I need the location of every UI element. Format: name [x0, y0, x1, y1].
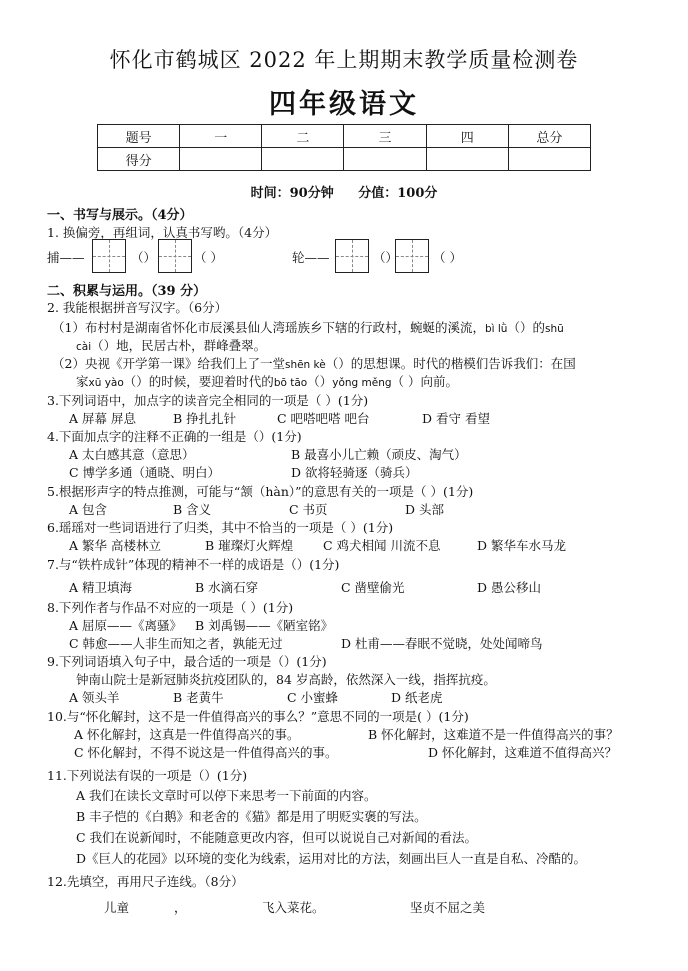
table-cell: 三 — [344, 125, 426, 148]
score-table — [97, 124, 591, 171]
option[interactable]: D 看守 看望 — [422, 411, 490, 426]
writing-box[interactable] — [92, 239, 126, 273]
exam-title: 怀化市鹤城区 2022 年上期期末教学质量检测卷 — [109, 48, 579, 72]
option[interactable]: A 精卫填海 — [69, 580, 133, 595]
option[interactable]: A 屈原——《离骚》 — [69, 618, 183, 633]
exam-score: 分值：100分 — [358, 186, 438, 201]
option[interactable]: D 繁华车水马龙 — [477, 538, 566, 553]
score-input-cell[interactable] — [344, 148, 426, 171]
score-input-cell[interactable] — [508, 148, 590, 171]
blank[interactable]: （） — [373, 250, 399, 265]
option[interactable]: B 刘禹锡——《陋室铭》 — [195, 618, 334, 633]
score-input-cell[interactable] — [262, 148, 344, 171]
question-7: 7.与“铁杵成针”体现的精神不一样的成语是（）(1分) — [47, 557, 340, 572]
writing-box[interactable] — [335, 239, 369, 273]
options-3 — [69, 409, 490, 427]
pinyin: shū — [544, 323, 564, 335]
writing-box[interactable] — [158, 239, 192, 273]
score-input-cell[interactable] — [180, 148, 262, 171]
options-6 — [69, 536, 566, 554]
option[interactable]: D 愚公移山 — [477, 580, 541, 595]
option[interactable]: B 怀化解封，这难道不是一件值得高兴的事？ — [368, 727, 619, 742]
table-cell: 一 — [180, 125, 262, 148]
question-3: 3.下列词语中，加点字的读音完全相同的一项是（ ）(1分) — [47, 393, 369, 408]
option[interactable]: B 含义 — [173, 502, 212, 517]
table-cell: 得分 — [98, 148, 180, 171]
option[interactable]: D 欲将轻骑逐（骑兵） — [291, 465, 418, 480]
section-heading: 二、积累与运用。（39 分） — [47, 284, 207, 299]
exam-time: 时间：90分钟 — [250, 186, 334, 201]
match-item[interactable]: 坚贞不屈之美 — [410, 900, 486, 915]
option[interactable]: B 水滴石穿 — [195, 580, 259, 595]
question-2-2-cont: 家xū yào（）的时候，要迎着时代的bō tāo（）yǒng měng（ ）向前。 — [76, 374, 459, 389]
option[interactable]: C 鸡犬相闻 川流不息 — [323, 538, 441, 553]
question-9: 9.下列词语填入句子中，最合适的一项是（）(1分) — [47, 654, 327, 669]
pinyin: cài — [76, 341, 92, 353]
options-5 — [69, 500, 444, 518]
options-10a — [74, 725, 619, 743]
question-4: 4.下面加点字的注释不正确的一组是（）(1分) — [47, 429, 302, 444]
options-9 — [69, 688, 443, 706]
question-2-1: （1）布村村是湖南省怀化市辰溪县仙人湾瑶族乡下辖的行政村，蜿蜒的溪流，bì lǜ（）的shū — [52, 320, 564, 335]
options-10b — [74, 743, 617, 761]
match-item[interactable]: 飞入菜花。 — [262, 900, 325, 915]
question-12: 12.先填空，再用尺子连线。（8分） — [47, 874, 244, 889]
option[interactable]: B 璀璨灯火辉煌 — [205, 538, 294, 553]
option[interactable]: C 小蜜蜂 — [287, 690, 339, 705]
table-row — [98, 125, 591, 148]
blank[interactable]: （ ） — [433, 250, 462, 265]
table-row — [98, 148, 591, 171]
option[interactable]: C 我们在说新闻时，不能随意更改内容，但可以说说自己对新闻的看法。 — [76, 830, 478, 845]
option[interactable]: A 包含 — [69, 502, 108, 517]
options-8b — [69, 634, 543, 652]
question-6: 6.瑶瑶对一些词语进行了归类，其中不恰当的一项是（ ）(1分) — [47, 520, 394, 535]
pinyin: bō tāo — [273, 377, 308, 389]
table-cell: 总分 — [508, 125, 590, 148]
option[interactable]: B 挣扎扎针 — [173, 411, 237, 426]
section-heading: 一、书写与展示。（4分） — [47, 208, 193, 223]
question-2: 2. 我能根据拼音写汉字。（6分） — [47, 300, 228, 315]
options-8a — [69, 616, 333, 634]
match-item[interactable]: ， — [174, 900, 187, 915]
question-9-sentence: 钟南山院士是新冠肺炎抗疫团队的，84 岁高龄，依然深入一线，指挥抗疫。 — [76, 672, 496, 687]
option[interactable]: A 领头羊 — [69, 690, 120, 705]
option[interactable]: D 杜甫——春眠不觉晓，处处闻啼鸟 — [341, 636, 543, 651]
option[interactable]: B 丰子恺的《白鹅》和老舍的《猫》都是用了明贬实褒的写法。 — [76, 809, 427, 824]
options-4b — [69, 463, 418, 481]
option[interactable]: C 韩愈——人非生而知之者，孰能无过 — [69, 636, 283, 651]
option[interactable]: C 吧嗒吧嗒 吧台 — [277, 411, 370, 426]
question-2-1-cont: cài（）地，民居古朴，群峰叠翠。 — [76, 338, 267, 353]
option[interactable]: B 老黄牛 — [173, 690, 224, 705]
pinyin: shēn kè — [284, 359, 326, 371]
option[interactable]: D 怀化解封，这难道不值得高兴？ — [428, 745, 617, 760]
table-cell: 二 — [262, 125, 344, 148]
char-label-a: 捕—— — [47, 250, 85, 265]
match-item[interactable]: 儿童 — [104, 900, 130, 915]
pinyin: xū yào — [88, 377, 124, 389]
blank[interactable]: （） — [131, 250, 157, 265]
char-label-b: 轮—— — [292, 250, 330, 265]
option[interactable]: B 最喜小儿亡赖（顽皮、淘气） — [291, 447, 467, 462]
exam-subtitle: 四年级语文 — [269, 89, 419, 120]
pinyin: yǒng měng — [332, 377, 392, 389]
option[interactable]: C 博学多通（通晓、明白） — [69, 465, 221, 480]
options-4a — [69, 445, 467, 463]
score-input-cell[interactable] — [426, 148, 508, 171]
blank[interactable]: （ ） — [194, 250, 223, 265]
option[interactable]: C 凿壁偷光 — [341, 580, 405, 595]
option[interactable]: D 头部 — [405, 502, 444, 517]
option[interactable]: C 书页 — [289, 502, 328, 517]
question-1: 1. 换偏旁，再组词，认真书写哟。（4分） — [47, 225, 278, 240]
pinyin: bì lǜ — [484, 323, 508, 335]
question-10: 10.与“怀化解封，这不是一件值得高兴的事么？”意思不同的一项是( ）(1分) — [47, 709, 469, 724]
table-cell: 四 — [426, 125, 508, 148]
option[interactable]: A 太白感其意（意思） — [69, 447, 195, 462]
option[interactable]: A 繁华 高楼林立 — [69, 538, 161, 553]
question-2-2: （2）央视《开学第一课》给我们上了一堂shēn kè（）的思想课。时代的楷模们告诉我们：在国 — [52, 356, 576, 371]
exam-info — [0, 182, 688, 201]
option[interactable]: D《巨人的花园》以环境的变化为线索，运用对比的方法，刻画出巨人一直是自私、冷酷的。 — [76, 851, 587, 866]
option[interactable]: C 怀化解封，不得不说这是一件值得高兴的事。 — [74, 745, 338, 760]
option[interactable]: A 屏幕 屏息 — [69, 411, 136, 426]
question-5: 5.根据形声字的特点推测，可能与“颔（hàn）”的意思有关的一项是（ ）(1分) — [47, 484, 474, 499]
question-8: 8.下列作者与作品不对应的一项是（ ）(1分) — [47, 600, 294, 615]
option[interactable]: D 纸老虎 — [391, 690, 443, 705]
table-cell: 题号 — [98, 125, 180, 148]
writing-box[interactable] — [395, 239, 429, 273]
option[interactable]: A 怀化解封，这真是一件值得高兴的事。 — [74, 727, 300, 742]
option[interactable]: A 我们在读长文章时可以停下来思考一下前面的内容。 — [76, 788, 377, 803]
options-7 — [69, 578, 541, 596]
question-11: 11.下列说法有误的一项是（）(1分) — [47, 768, 248, 783]
